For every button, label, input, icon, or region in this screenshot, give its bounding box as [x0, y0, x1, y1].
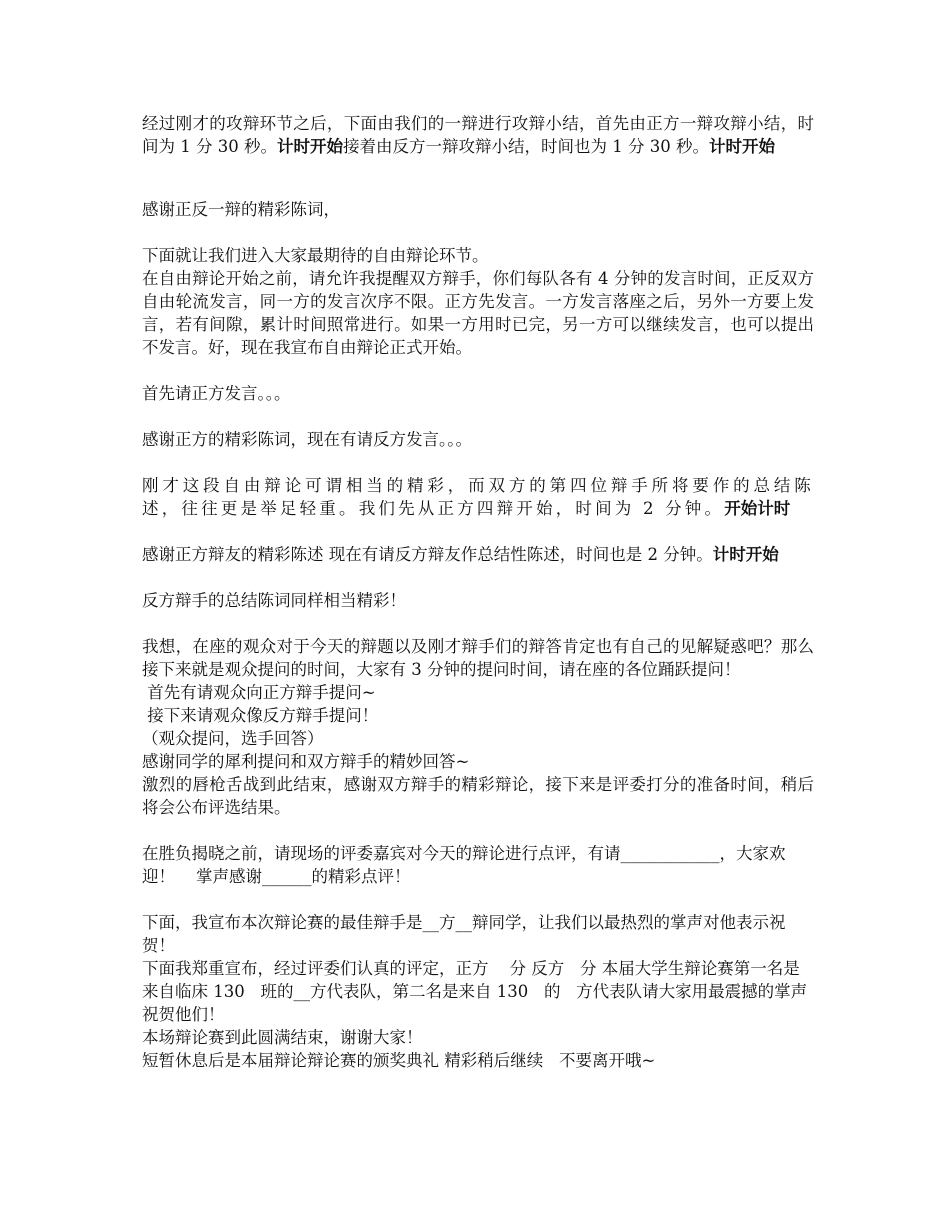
- paragraph-text: 接着由反方一辩攻辩小结，时间也为 1 分 30 秒。: [342, 137, 709, 156]
- paragraph-question-negative: 接下来请观众像反方辩手提问！: [142, 706, 379, 725]
- paragraph-text: 经过刚才的攻辩环节之后，下面由我们的一辩进行攻辩小结，首先由正方一辩攻辩小结，时间为 1 分 30 秒。: [142, 114, 814, 156]
- document-page: [142, 112, 814, 1072]
- timer-start-label: 计时开始: [708, 137, 775, 156]
- spacer: [142, 359, 814, 382]
- paragraph-negative-speak: 感谢正方的精彩陈词，现在有请反方发言。。。: [142, 430, 472, 449]
- paragraph-scoring-prep: 激烈的唇枪舌战到此结束，感谢双方辩手的精彩辩论，接下来是评委打分的准备时间，稍后将会公布评选结果。: [142, 775, 814, 817]
- spacer: [142, 451, 814, 474]
- paragraph-free-debate-rules: 在自由辩论开始之前，请允许我提醒双方辩手，你们每队各有 4 分钟的发言时间，正反双方自由轮流发言，同一方的发言次序不限。正方先发言。一方发言落座之后，另外一方要上发言，若有间隙，累计时间照常进行。如果一方用时已完，另一方可以继续发言，也可以提出不发言。好，现在我宣布自由辩论正式开始。: [142, 269, 814, 357]
- paragraph-results: 下面我郑重宣布，经过评委们认真的评定，正方 分 反方 分 本届大学生辩论赛第一名是来自临床 130 班的__方代表队，第二名是来自 130 的 方代表队请大家用最震撼的掌声祝贺他们！: [142, 959, 808, 1024]
- paragraph-audience-note: （观众提问，选手回答）: [142, 729, 324, 748]
- paragraph-thanks-questions: 感谢同学的犀利提问和双方辩手的精妙回答~: [142, 752, 470, 771]
- paragraph-text: 感谢正方辩友的精彩陈述 现在有请反方辩友作总结性陈述，时间也是 2 分钟。: [142, 545, 713, 564]
- paragraph-text: 刚才这段自由辩论可谓相当的精彩，而双方的第四位辩手所将要作的总结陈述，往往更是举足轻重。我们先从正方四辩开始，时间为 2 分钟。: [142, 476, 814, 518]
- paragraph-negative-closing: [142, 543, 814, 566]
- spacer: [142, 158, 814, 198]
- paragraph-best-debater: 下面，我宣布本次辩论赛的最佳辩手是__方__辩同学，让我们以最热烈的掌声对他表示祝贺！: [142, 913, 786, 955]
- spacer: [142, 888, 814, 911]
- paragraph-free-debate-intro: 下面就让我们进入大家最期待的自由辩论环节。: [142, 246, 489, 265]
- paragraph-thanks-first: 感谢正反一辩的精彩陈词，: [142, 200, 340, 219]
- spacer: [142, 520, 814, 543]
- spacer: [142, 612, 814, 635]
- timer-start-label: 计时开始: [712, 545, 779, 564]
- timer-start-label: 开始计时: [724, 499, 791, 518]
- spacer: [142, 221, 814, 244]
- timer-start-label: 计时开始: [276, 137, 343, 156]
- paragraph-negative-praise: 反方辩手的总结陈词同样相当精彩！: [142, 591, 406, 610]
- paragraph-question-affirmative: 首先有请观众向正方辩手提问~: [142, 683, 376, 702]
- spacer: [142, 819, 814, 842]
- paragraph-break-notice: 短暂休息后是本届辩论辩论赛的颁奖典礼 精彩稍后继续 不要离开哦~: [142, 1051, 656, 1070]
- paragraph-affirmative-speak: 首先请正方发言。。。: [142, 384, 291, 403]
- paragraph-judge-review: 在胜负揭晓之前，请现场的评委嘉宾对今天的辩论进行点评，有请____________，大家欢迎！ 掌声感谢______的精彩点评！: [142, 844, 786, 886]
- paragraph-audience-questions: 我想，在座的观众对于今天的辩题以及刚才辩手们的辩答肯定也有自己的见解疑惑吧？那么接下来就是观众提问的时间，大家有 3 分钟的提问时间，请在座的各位踊跃提问！: [142, 637, 814, 679]
- spacer: [142, 405, 814, 428]
- spacer: [142, 566, 814, 589]
- paragraph-debate-summary: [142, 112, 814, 158]
- paragraph-closing-statements: [142, 474, 814, 520]
- paragraph-closing: 本场辩论赛到此圆满结束，谢谢大家！: [142, 1028, 423, 1047]
